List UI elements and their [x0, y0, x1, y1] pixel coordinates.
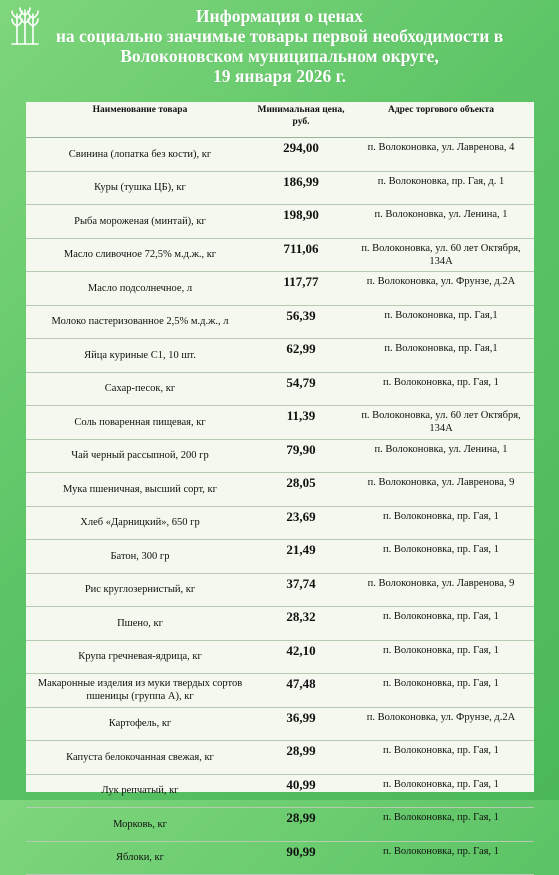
price-table-container — [26, 102, 534, 864]
price-cell: 36,99 — [254, 707, 348, 741]
product-name-cell: Лук репчатый, кг — [26, 774, 254, 808]
table-row — [26, 272, 534, 306]
address-cell: п. Волоконовка, ул. Ленина, 1 — [348, 205, 534, 239]
price-table — [26, 102, 534, 875]
table-row — [26, 473, 534, 507]
table-row — [26, 305, 534, 339]
price-cell: 11,39 — [254, 406, 348, 440]
address-cell: п. Волоконовка, пр. Гая, 1 — [348, 506, 534, 540]
price-cell: 54,79 — [254, 372, 348, 406]
column-header-price: Минимальная цена, руб. — [254, 102, 348, 138]
price-cell: 47,48 — [254, 674, 348, 708]
table-row — [26, 406, 534, 440]
price-cell: 117,77 — [254, 272, 348, 306]
address-cell: п. Волоконовка, ул. Лавренова, 9 — [348, 473, 534, 507]
address-cell: п. Волоконовка, пр. Гая,1 — [348, 339, 534, 373]
price-cell: 294,00 — [254, 138, 348, 172]
address-cell: п. Волоконовка, пр. Гая, 1 — [348, 372, 534, 406]
price-cell: 90,99 — [254, 841, 348, 875]
table-row — [26, 808, 534, 842]
address-cell: п. Волоконовка, ул. 60 лет Октября, 134А — [348, 238, 534, 272]
table-row — [26, 171, 534, 205]
product-name-cell: Яблоки, кг — [26, 841, 254, 875]
address-cell: п. Волоконовка, пр. Гая, 1 — [348, 774, 534, 808]
address-cell: п. Волоконовка, пр. Гая, 1 — [348, 808, 534, 842]
table-row — [26, 674, 534, 708]
page-title — [0, 6, 559, 86]
table-row — [26, 138, 534, 172]
table-row — [26, 573, 534, 607]
table-header-row — [26, 102, 534, 138]
price-cell: 62,99 — [254, 339, 348, 373]
table-row — [26, 372, 534, 406]
address-cell: п. Волоконовка, пр. Гая, 1 — [348, 540, 534, 574]
product-name-cell: Сахар-песок, кг — [26, 372, 254, 406]
price-cell: 79,90 — [254, 439, 348, 473]
table-row — [26, 774, 534, 808]
product-name-cell: Соль поваренная пищевая, кг — [26, 406, 254, 440]
address-cell: п. Волоконовка, ул. Лавренова, 9 — [348, 573, 534, 607]
price-cell: 198,90 — [254, 205, 348, 239]
address-cell: п. Волоконовка, ул. Фрунзе, д.2А — [348, 707, 534, 741]
price-cell: 28,99 — [254, 808, 348, 842]
product-name-cell: Масло подсолнечное, л — [26, 272, 254, 306]
product-name-cell: Куры (тушка ЦБ), кг — [26, 171, 254, 205]
title-line-3: Волоконовском муниципальном округе, — [120, 46, 439, 66]
title-line-2: на социально значимые товары первой необходимости в — [55, 26, 504, 46]
table-row — [26, 841, 534, 875]
address-cell: п. Волоконовка, пр. Гая, д. 1 — [348, 171, 534, 205]
product-name-cell: Батон, 300 гр — [26, 540, 254, 574]
table-row — [26, 640, 534, 674]
product-name-cell: Крупа гречневая-ядрица, кг — [26, 640, 254, 674]
table-row — [26, 506, 534, 540]
price-cell: 28,32 — [254, 607, 348, 641]
address-cell: п. Волоконовка, ул. Ленина, 1 — [348, 439, 534, 473]
price-cell: 28,05 — [254, 473, 348, 507]
price-cell: 186,99 — [254, 171, 348, 205]
product-name-cell: Хлеб «Дарницкий», 650 гр — [26, 506, 254, 540]
price-cell: 28,99 — [254, 741, 348, 775]
address-cell: п. Волоконовка, пр. Гая, 1 — [348, 640, 534, 674]
table-row — [26, 707, 534, 741]
product-name-cell: Мука пшеничная, высший сорт, кг — [26, 473, 254, 507]
product-name-cell: Картофель, кг — [26, 707, 254, 741]
product-name-cell: Пшено, кг — [26, 607, 254, 641]
product-name-cell: Рыба мороженая (минтай), кг — [26, 205, 254, 239]
column-header-address: Адрес торгового объекта — [348, 102, 534, 138]
address-cell: п. Волоконовка, пр. Гая, 1 — [348, 674, 534, 708]
product-name-cell: Масло сливочное 72,5% м.д.ж., кг — [26, 238, 254, 272]
column-header-name: Наименование товара — [26, 102, 254, 138]
address-cell: п. Волоконовка, пр. Гая, 1 — [348, 841, 534, 875]
address-cell: п. Волоконовка, пр. Гая, 1 — [348, 607, 534, 641]
price-cell: 56,39 — [254, 305, 348, 339]
table-row — [26, 607, 534, 641]
price-cell: 37,74 — [254, 573, 348, 607]
price-cell: 42,10 — [254, 640, 348, 674]
address-cell: п. Волоконовка, пр. Гая,1 — [348, 305, 534, 339]
address-cell: п. Волоконовка, ул. 60 лет Октября, 134А — [348, 406, 534, 440]
product-name-cell: Молоко пастеризованное 2,5% м.д.ж., л — [26, 305, 254, 339]
product-name-cell: Макаронные изделия из муки твердых сортов пшеницы (группа А), кг — [26, 674, 254, 708]
address-cell: п. Волоконовка, ул. Фрунзе, д.2А — [348, 272, 534, 306]
address-cell: п. Волоконовка, пр. Гая, 1 — [348, 741, 534, 775]
price-cell: 40,99 — [254, 774, 348, 808]
price-cell: 21,49 — [254, 540, 348, 574]
table-row — [26, 205, 534, 239]
title-line-4: 19 января 2026 г. — [213, 66, 346, 86]
product-name-cell: Капуста белокочанная свежая, кг — [26, 741, 254, 775]
product-name-cell: Яйца куриные С1, 10 шт. — [26, 339, 254, 373]
price-cell: 23,69 — [254, 506, 348, 540]
table-row — [26, 540, 534, 574]
price-cell: 711,06 — [254, 238, 348, 272]
product-name-cell: Морковь, кг — [26, 808, 254, 842]
product-name-cell: Рис круглозернистый, кг — [26, 573, 254, 607]
table-row — [26, 439, 534, 473]
product-name-cell: Чай черный рассыпной, 200 гр — [26, 439, 254, 473]
title-line-1: Информация о ценах — [195, 6, 364, 26]
table-row — [26, 238, 534, 272]
table-row — [26, 339, 534, 373]
address-cell: п. Волоконовка, ул. Лавренова, 4 — [348, 138, 534, 172]
table-row — [26, 741, 534, 775]
product-name-cell: Свинина (лопатка без кости), кг — [26, 138, 254, 172]
